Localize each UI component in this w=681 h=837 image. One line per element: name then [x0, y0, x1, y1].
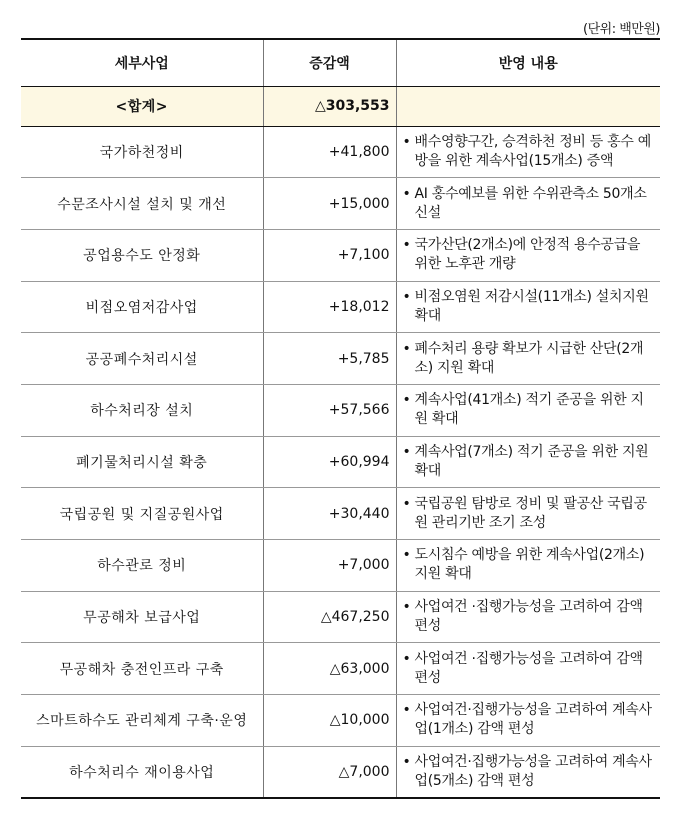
content-text: • 사업여건 ·집행가능성을 고려하여 감액 편성: [403, 650, 657, 688]
table-row: [21, 333, 660, 385]
project-name: 폐기물처리시설 확충: [21, 436, 263, 488]
header-project: 세부사업: [21, 39, 263, 86]
change-amount: +7,000: [263, 540, 396, 592]
content-cell: [396, 591, 660, 643]
content-cell: [396, 488, 660, 540]
total-label: <합계>: [21, 86, 263, 126]
header-content: 반영 내용: [396, 39, 660, 86]
table-row: [21, 540, 660, 592]
content-cell: [396, 126, 660, 178]
content-text: • 비점오염원 저감시설(11개소) 설치지원 확대: [403, 288, 657, 326]
content-cell: [396, 333, 660, 385]
content-text: • 사업여건 ·집행가능성을 고려하여 감액 편성: [403, 598, 657, 636]
content-text: • 폐수처리 용량 확보가 시급한 산단(2개소) 지원 확대: [403, 340, 657, 378]
content-cell: [396, 695, 660, 747]
change-amount: +5,785: [263, 333, 396, 385]
content-cell: [396, 746, 660, 798]
change-amount: △7,000: [263, 746, 396, 798]
change-amount: +30,440: [263, 488, 396, 540]
table-row: [21, 384, 660, 436]
table-row: [21, 178, 660, 230]
project-name: 공업용수도 안정화: [21, 229, 263, 281]
content-cell: [396, 178, 660, 230]
project-name: 무공해차 충전인프라 구축: [21, 643, 263, 695]
project-name: 국가하천정비: [21, 126, 263, 178]
content-text: • 사업여건·집행가능성을 고려하여 계속사업(1개소) 감액 편성: [403, 701, 657, 739]
content-cell: [396, 540, 660, 592]
project-name: 하수처리장 설치: [21, 384, 263, 436]
change-amount: +60,994: [263, 436, 396, 488]
content-text: • 배수영향구간, 승격하천 정비 등 홍수 예방을 위한 계속사업(15개소) 증액: [403, 133, 657, 171]
project-name: 비점오염저감사업: [21, 281, 263, 333]
project-name: 공공폐수처리시설: [21, 333, 263, 385]
total-content: [396, 86, 660, 126]
content-cell: [396, 229, 660, 281]
change-amount: +15,000: [263, 178, 396, 230]
content-cell: [396, 384, 660, 436]
table-header-row: [21, 39, 660, 86]
content-text: • 도시침수 예방을 위한 계속사업(2개소) 지원 확대: [403, 546, 657, 584]
table-row: [21, 591, 660, 643]
project-name: 하수관로 정비: [21, 540, 263, 592]
change-amount: +7,100: [263, 229, 396, 281]
change-amount: +18,012: [263, 281, 396, 333]
table-row: [21, 436, 660, 488]
change-amount: △467,250: [263, 591, 396, 643]
header-change: 증감액: [263, 39, 396, 86]
project-name: 무공해차 보급사업: [21, 591, 263, 643]
table-row: [21, 695, 660, 747]
content-text: • AI 홍수예보를 위한 수위관측소 50개소 신설: [403, 185, 657, 223]
unit-label: (단위: 백만원): [583, 22, 660, 37]
change-amount: △10,000: [263, 695, 396, 747]
content-cell: [396, 436, 660, 488]
content-cell: [396, 643, 660, 695]
table-row: [21, 281, 660, 333]
content-cell: [396, 281, 660, 333]
project-name: 스마트하수도 관리체계 구축·운영: [21, 695, 263, 747]
budget-table: [21, 38, 660, 799]
table-row: [21, 746, 660, 798]
project-name: 국립공원 및 지질공원사업: [21, 488, 263, 540]
total-row: [21, 86, 660, 126]
content-text: • 국가산단(2개소)에 안정적 용수공급을 위한 노후관 개량: [403, 236, 657, 274]
content-text: • 국립공원 탐방로 정비 및 팔공산 국립공원 관리기반 조기 조성: [403, 495, 657, 533]
change-amount: +57,566: [263, 384, 396, 436]
change-amount: +41,800: [263, 126, 396, 178]
table-row: [21, 488, 660, 540]
project-name: 하수처리수 재이용사업: [21, 746, 263, 798]
content-text: • 계속사업(41개소) 적기 준공을 위한 지원 확대: [403, 391, 657, 429]
content-text: • 계속사업(7개소) 적기 준공을 위한 지원 확대: [403, 443, 657, 481]
content-text: • 사업여건·집행가능성을 고려하여 계속사업(5개소) 감액 편성: [403, 753, 657, 791]
project-name: 수문조사시설 설치 및 개선: [21, 178, 263, 230]
change-amount: △63,000: [263, 643, 396, 695]
table-row: [21, 126, 660, 178]
total-amount: △303,553: [263, 86, 396, 126]
table-row: [21, 229, 660, 281]
table-row: [21, 643, 660, 695]
